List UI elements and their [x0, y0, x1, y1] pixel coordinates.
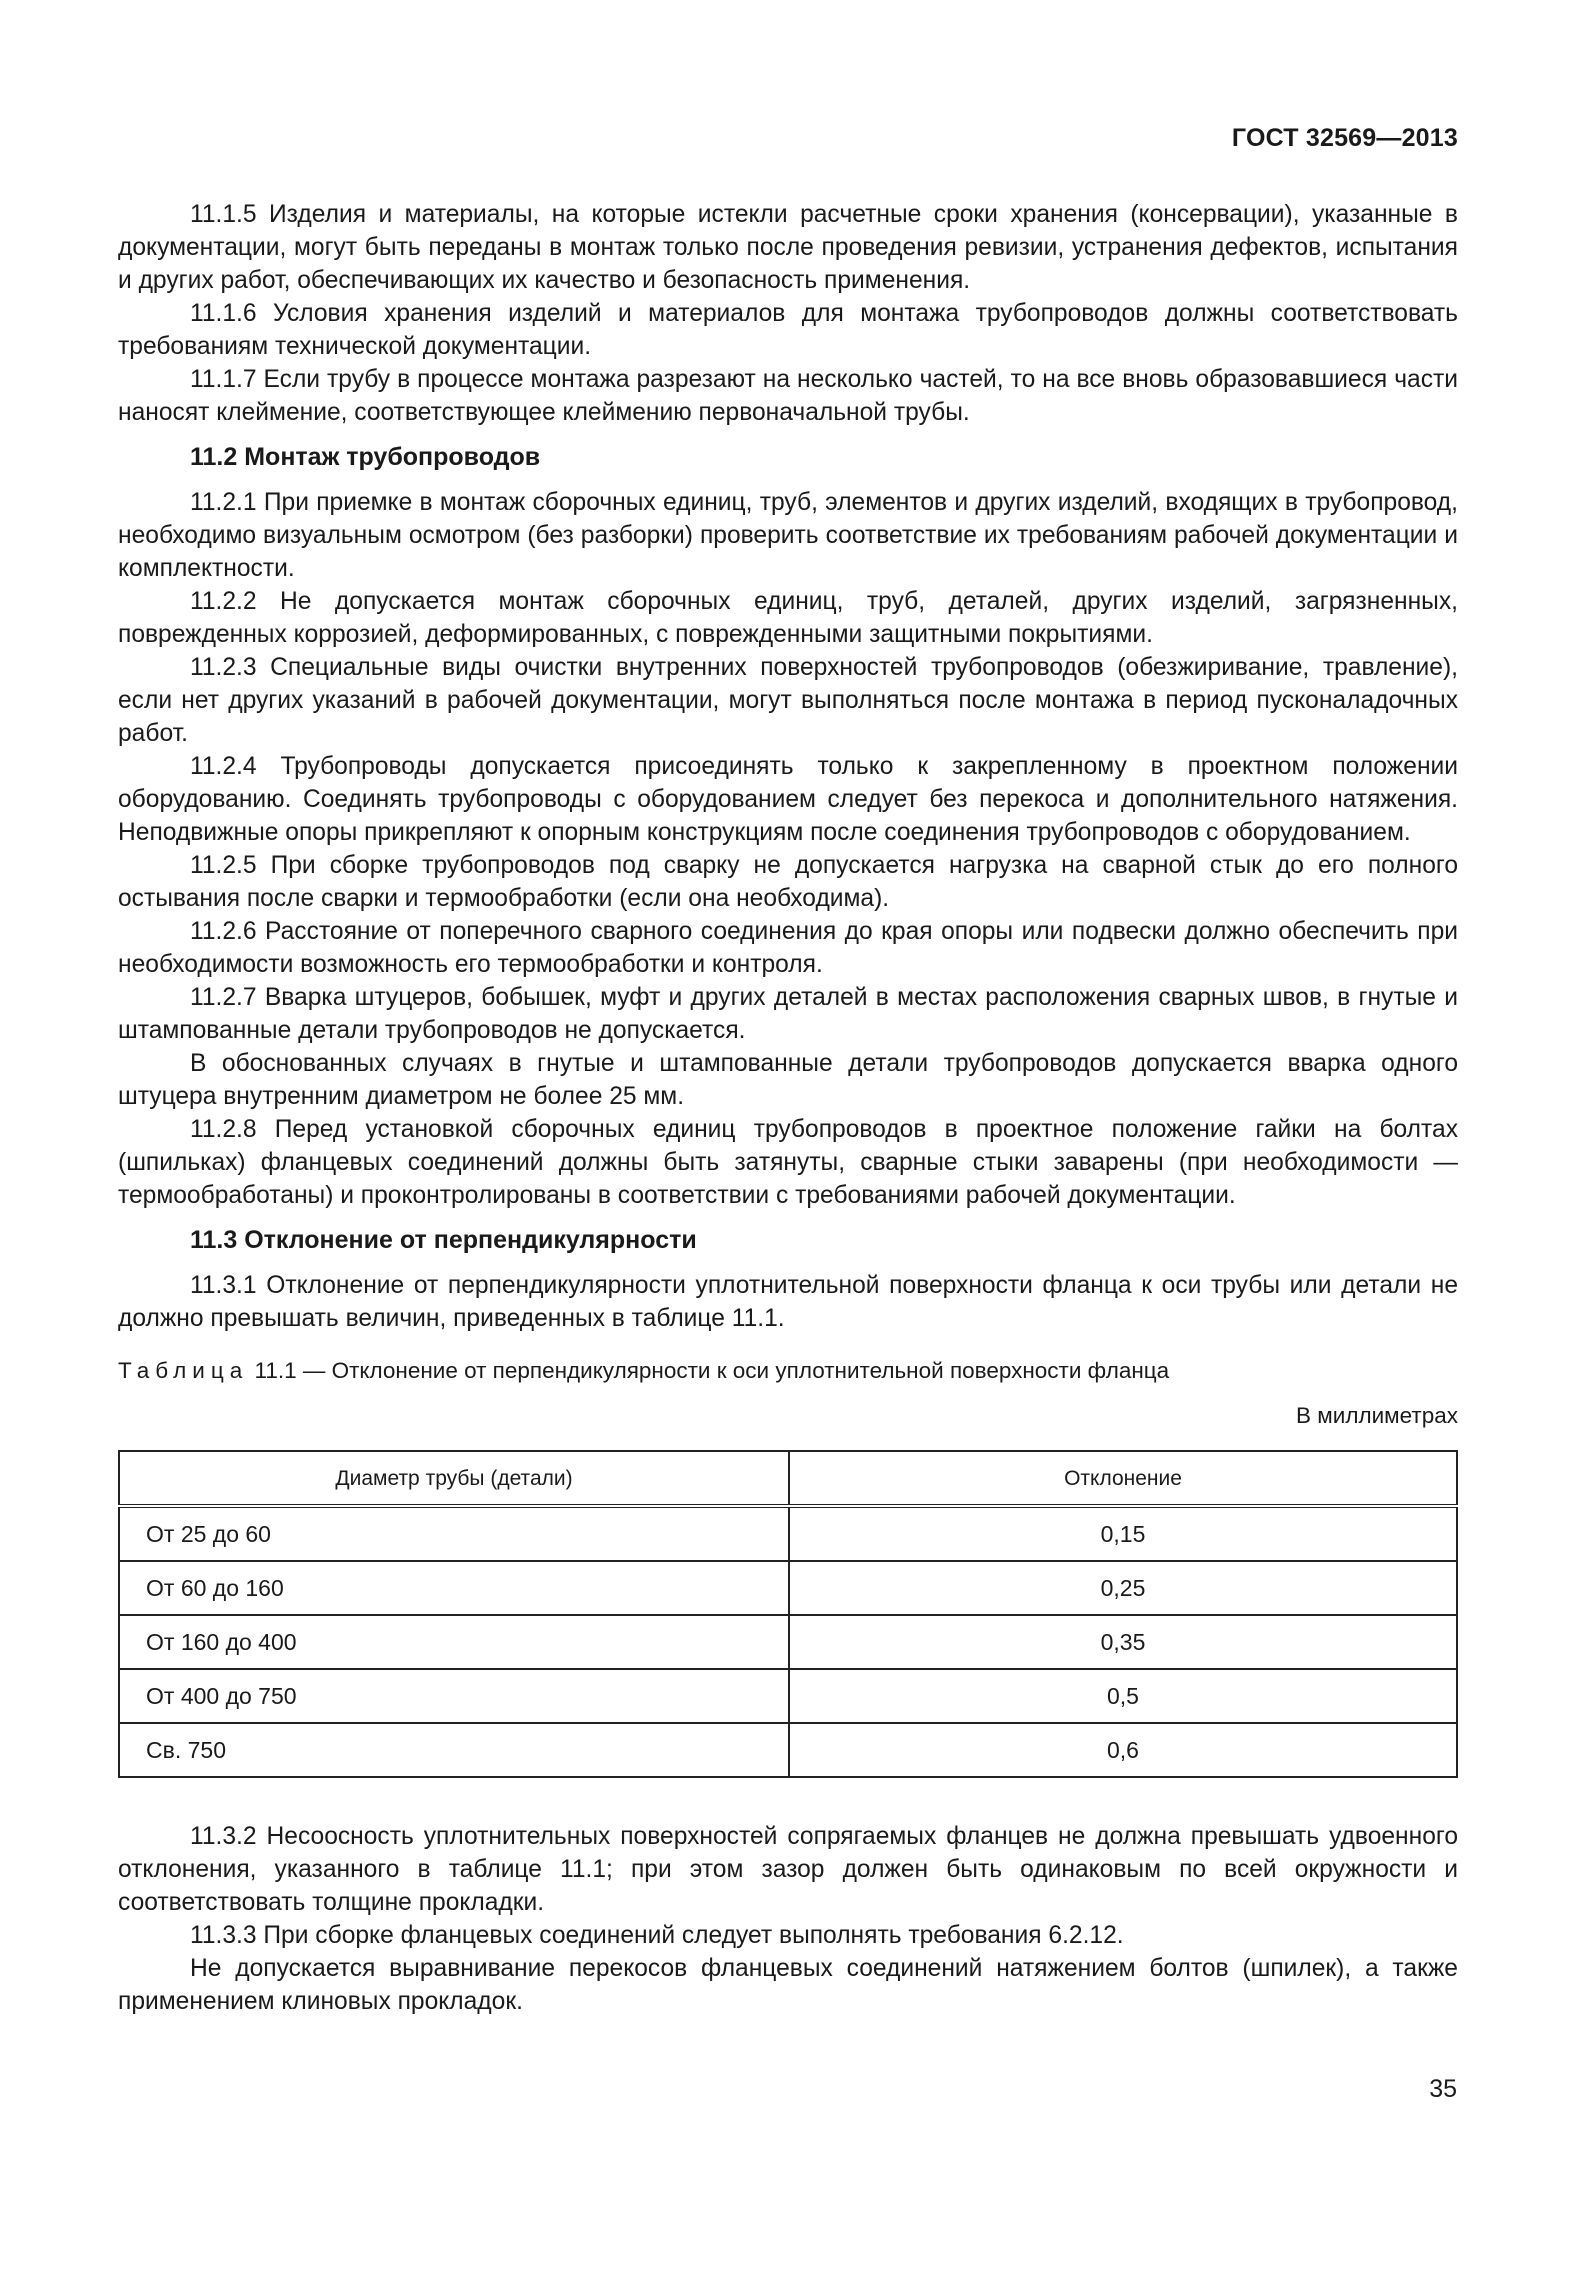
table-caption	[118, 1355, 1458, 1387]
paragraph-11-2-7: 11.2.7 Вварка штуцеров, бобышек, муфт и других деталей в местах расположения сварных швов, в гнутые и штампованные детали трубопроводов не допускается.	[118, 984, 1458, 1044]
paragraph-11-3-3: 11.3.3 При сборке фланцевых соединений следует выполнять требования 6.2.12.	[190, 1922, 1124, 1949]
paragraph-11-2-6: 11.2.6 Расстояние от поперечного сварного соединения до края опоры или подвески должно обеспечить при необходимости возможность его термообработки и контроля.	[118, 918, 1458, 978]
table-cell-deviation: 0,35	[789, 1615, 1457, 1669]
paragraph-11-2-8: 11.2.8 Перед установкой сборочных единиц трубопроводов в проектное положение гайки на болтах (шпильках) фланцевых соединений должны быть затянуты, сварные стыки заварены (при необходимости — термообработаны) и проконтролированы в соответствии с требованиями рабочей документации.	[118, 1116, 1458, 1209]
document-body	[118, 198, 1458, 2018]
paragraph-11-3-1: 11.3.1 Отклонение от перпендикулярности уплотнительной поверхности фланца к оси трубы или детали не должно превышать величин, приведенных в таблице 11.1.	[118, 1272, 1458, 1332]
paragraph-11-1-7: 11.1.7 Если трубу в процессе монтажа разрезают на несколько частей, то на все вновь образовавшиеся части наносят клеймение, соответствующее клеймению первоначальной трубы.	[118, 366, 1458, 426]
paragraph-11-3-3-note: Не допускается выравнивание перекосов фланцевых соединений натяжением болтов (шпилек), а также применением клиновых прокладок.	[118, 1955, 1458, 2015]
paragraph-11-2-7-note: В обоснованных случаях в гнутые и штампованные детали трубопроводов допускается вварка одного штуцера внутренним диаметром не более 25 мм.	[118, 1050, 1458, 1110]
paragraph-11-2-3: 11.2.3 Специальные виды очистки внутренних поверхностей трубопроводов (обезжиривание, травление), если нет других указаний в рабочей документации, могут выполняться после монтажа в период пусконаладочных работ.	[118, 654, 1458, 747]
paragraph-11-1-5: 11.1.5 Изделия и материалы, на которые истекли расчетные сроки хранения (консервации), указанные в документации, могут быть переданы в монтаж только после проведения ревизии, устранения дефектов, испытания и других работ, обеспечивающих их качество и безопасность применения.	[118, 201, 1458, 294]
table-cell-diameter: От 160 до 400	[119, 1615, 789, 1669]
table-header-row	[119, 1451, 1457, 1506]
table-cell-diameter: От 400 до 750	[119, 1669, 789, 1723]
section-heading-11-3: 11.3 Отклонение от перпендикулярности	[190, 1226, 697, 1254]
table-units: В миллиметрах	[1296, 1403, 1458, 1428]
paragraph-11-2-4: 11.2.4 Трубопроводы допускается присоединять только к закрепленному в проектном положении оборудованию. Соединять трубопроводы с оборудованием следует без перекоса и дополнительного натяжения. Неподвижные опоры прикрепляют к опорным конструкциям после соединения трубопроводов с оборудованием.	[118, 753, 1458, 846]
paragraph-11-3-2: 11.3.2 Несоосность уплотнительных поверхностей сопрягаемых фланцев не должна превышать удвоенного отклонения, указанного в таблице 11.1; при этом зазор должен быть одинаковым по всей окружности и соответствовать толщине прокладки.	[118, 1823, 1458, 1916]
table-row	[119, 1669, 1457, 1723]
document-id-header: ГОСТ 32569—2013	[1231, 124, 1458, 152]
table-caption-text: 11.1 — Отклонение от перпендикулярности к оси уплотнительной поверхности фланца	[248, 1358, 1170, 1383]
table-cell-deviation: 0,5	[789, 1669, 1457, 1723]
section-11-3-continued	[118, 1820, 1458, 2018]
table-caption-label: Таблица	[118, 1358, 249, 1383]
paragraph-11-1-6: 11.1.6 Условия хранения изделий и материалов для монтажа трубопроводов должны соответствовать требованиям технической документации.	[118, 300, 1458, 360]
table-header-diameter: Диаметр трубы (детали)	[119, 1451, 789, 1506]
paragraph-11-2-2: 11.2.2 Не допускается монтаж сборочных единиц, труб, деталей, других изделий, загрязненных, поврежденных коррозией, деформированных, с поврежденными защитными покрытиями.	[118, 588, 1458, 648]
table-cell-diameter: От 25 до 60	[119, 1506, 789, 1561]
section-heading-11-2: 11.2 Монтаж трубопроводов	[190, 443, 541, 471]
table-cell-deviation: 0,15	[789, 1506, 1457, 1561]
table-header-deviation: Отклонение	[789, 1451, 1457, 1506]
paragraph-11-2-5: 11.2.5 При сборке трубопроводов под сварку не допускается нагрузка на сварной стык до его полного остывания после сварки и термообработки (если она необходима).	[118, 852, 1458, 912]
table-cell-diameter: Св. 750	[119, 1723, 789, 1777]
table-cell-diameter: От 60 до 160	[119, 1561, 789, 1615]
table-row	[119, 1506, 1457, 1561]
table-row	[119, 1723, 1457, 1777]
table-cell-deviation: 0,25	[789, 1561, 1457, 1615]
deviation-table	[118, 1450, 1458, 1778]
table-cell-deviation: 0,6	[789, 1723, 1457, 1777]
paragraph-11-2-1: 11.2.1 При приемке в монтаж сборочных единиц, труб, элементов и других изделий, входящих в трубопровод, необходимо визуальным осмотром (без разборки) проверить соответствие их требованиям рабочей документации и комплектности.	[118, 489, 1458, 582]
table-row	[119, 1561, 1457, 1615]
page-number: 35	[1429, 2075, 1457, 2103]
table-row	[119, 1615, 1457, 1669]
